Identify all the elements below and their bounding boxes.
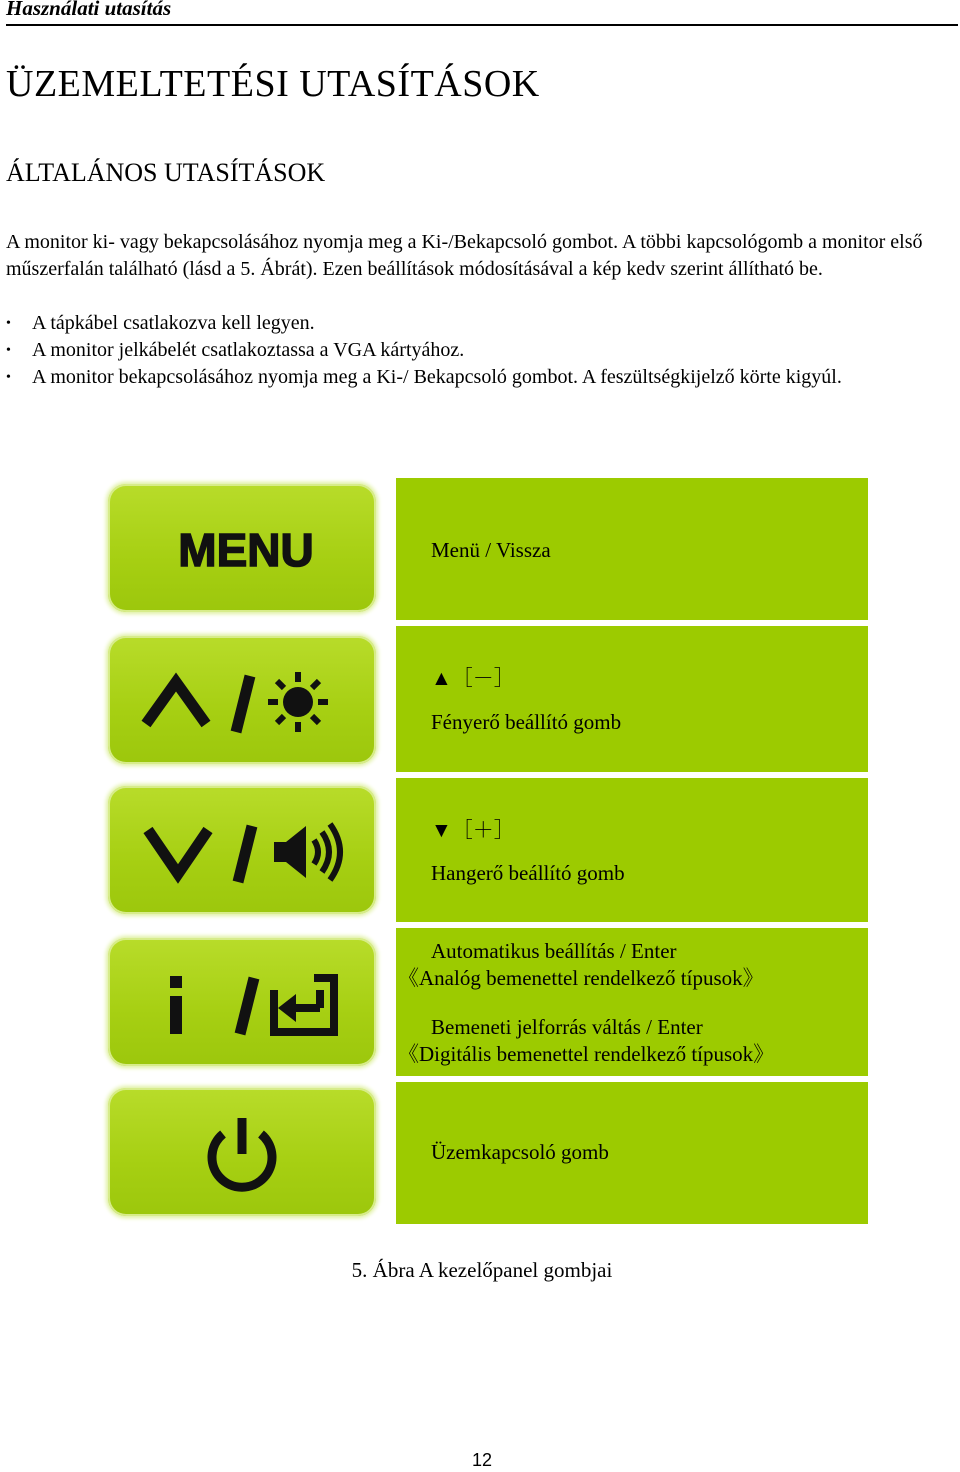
list-item-text: A monitor bekapcsolásához nyomja meg a Ki-/ Bekapcsoló gombot. A feszültségkijelző körte kigyúl. <box>32 366 842 388</box>
volume-label: Hangerő beállító gomb <box>431 861 625 885</box>
digital-models-label: 《Digitális bemenettel rendelkező típusok》 <box>398 1042 775 1066</box>
input-source-label: Bemeneti jelforrás váltás / Enter <box>431 1015 703 1039</box>
power-button-tile <box>108 1088 376 1216</box>
menu-text-icon <box>108 484 376 612</box>
power-icon <box>108 1088 376 1216</box>
list-item-text: A monitor jelkábelét csatlakoztassa a VGA kártyához. <box>32 339 465 361</box>
auto-input-button-tile <box>108 938 376 1066</box>
menu-label-block <box>396 478 868 620</box>
power-label: Üzemkapcsoló gomb <box>431 1140 609 1164</box>
info-input-source-icon <box>108 938 376 1066</box>
menu-button-tile <box>108 484 376 612</box>
section-title: ÁLTALÁNOS UTASÍTÁSOK <box>6 158 326 187</box>
brightness-label-block <box>396 626 868 772</box>
power-label-block <box>396 1082 868 1224</box>
brightness-label: Fényerő beállító gomb <box>431 710 622 734</box>
auto-input-label-block <box>396 928 868 1076</box>
bullet-icon: • <box>6 343 11 358</box>
list-item-text: A tápkábel csatlakozva kell legyen. <box>32 312 315 334</box>
page-title: ÜZEMELTETÉSI UTASÍTÁSOK <box>6 63 540 105</box>
instruction-list <box>6 310 956 391</box>
document-header-title: Használati utasítás <box>6 0 172 20</box>
menu-label: Menü / Vissza <box>431 538 551 562</box>
volume-label-block <box>396 778 868 922</box>
figure-caption: 5. Ábra A kezelőpanel gombjai <box>351 1258 613 1282</box>
down-arrow-volume-icon <box>108 786 376 914</box>
list-item <box>6 337 956 364</box>
analog-models-label: 《Analóg bemenettel rendelkező típusok》 <box>398 966 764 990</box>
bullet-icon: • <box>6 370 11 385</box>
list-item <box>6 310 956 337</box>
brightness-button-tile <box>108 636 376 764</box>
bullet-icon: • <box>6 316 11 331</box>
intro-paragraph: A monitor ki- vagy bekapcsolásához nyomja meg a Ki-/Bekapcsoló gombot. A többi kapcsológomb a monitor első műszerfalán található (lásd a 5. Ábrát). Ezen beállítások módosításával a kép kedv szerint állítható be. <box>6 231 923 280</box>
volume-button-tile <box>108 786 376 914</box>
up-arrow-brightness-icon <box>108 636 376 764</box>
list-item <box>6 364 956 391</box>
volume-key-label: ▼［＋］ <box>431 818 515 842</box>
menu-icon-label: MENU <box>178 524 314 576</box>
header-divider <box>6 24 958 26</box>
brightness-key-label: ▲［－］ <box>431 666 515 690</box>
auto-adjust-label: Automatikus beállítás / Enter <box>431 939 677 963</box>
page-number: 12 <box>471 1450 493 1470</box>
